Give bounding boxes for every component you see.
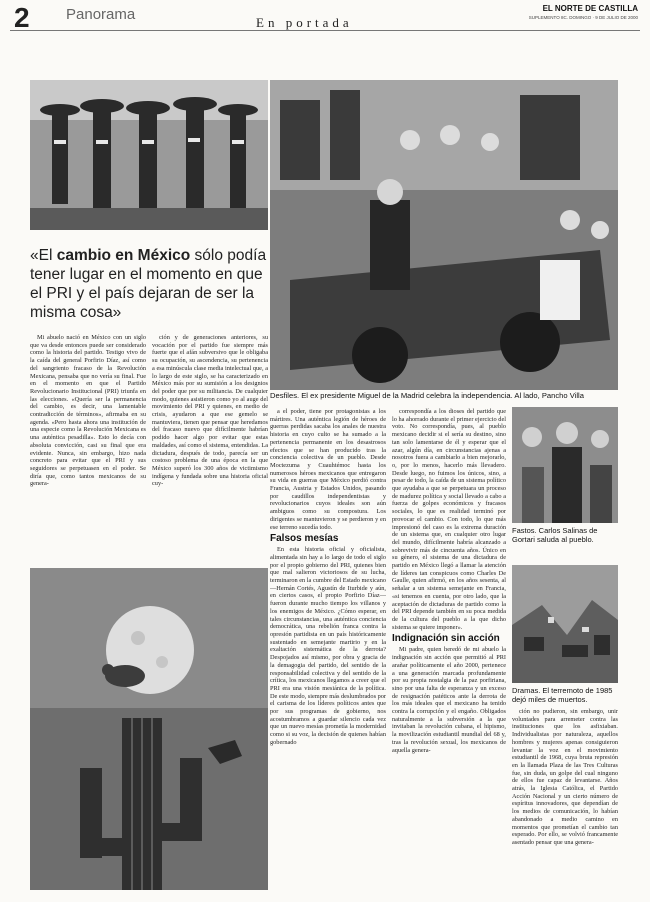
parade-photo [270, 80, 618, 390]
page-header [0, 0, 650, 34]
salinas-caption: Fastos. Carlos Salinas de Gortari saluda al pueblo. [512, 526, 598, 544]
pull-quote [30, 246, 270, 322]
page-number: 2 [14, 2, 30, 33]
column-2-text: ción y de generaciones anteriores, su vocación por el partido fue siempre más fuerte que el afán subversivo que le obligaba su ocupación, su ascendencia, su pertenencia a esa minúscula clase media intelectual que, a lo largo de este siglo, se ha caracterizado en México más por su sumisión a los designios del poder que por su militancia. De cualquier modo, quienes asistieron como yo al auge del movimiento del PRI y quienes, en medio de crisis, ayudaron a que ese gemelo se mantuviera, tienen que pensar que heredamos del fracaso nuevo que difícilmente habrían podido hacer algo por evitar que estas maldades, así como el sistema, entendidas. La dictadura, después de todo, parecía ser un costoso problema de una época en la que México superó los 300 años de victimismo indígena y fundada sobre una historia oficial cuy- [152, 334, 268, 488]
article-column-3 [270, 408, 386, 894]
section-kicker: En portada [256, 15, 353, 30]
pull-quote-rest: sólo podía tener lugar en el momento en que el PRI y el país dejaran de ser la misma cosa» [30, 247, 267, 321]
column-3b-text: En esta historia oficial y oficialista, alimentada sin hay a lo largo de todo el siglo por el propio gobierno del PRI, quienes bien que mal salieron victoriosos de su lucha, terminaron en la cumbre del Estado mexicano —Hernán Cortés, Agustín de Iturbide y aún, en ciertos casos, el propio Porfirio Díaz— fueron durante mucho tiempo los villanos y los enemigos de México. ¿Cómo esperar, en tales circunstancias, una auténtica conciencia democrática, una rebelión franca contra la opresión partidista en un país históricamente sustentado en semejante martirio y en la exaltación sistemática de la derrota? Despojados así mismo, por obra y gracia de la demagogia del partido, del sentido de la responsabilidad colectiva y del sentido de la crítica, los mexicanos llegamos a creer que el PRI era una visión mesiánica de la política. De este modo, siempre más deslumbrados por el carisma de los líderes políticos antes que por sus programas de gobierno, nos acostumbramos a guardar silencio cada vez que un nuevo mesías prometía la modernidad como si su voz, la decisión de quienes habían gobernado [270, 546, 386, 746]
revolutionaries-photo [30, 80, 268, 230]
section-name: Panorama [66, 6, 136, 23]
newspaper-name: EL NORTE DE CASTILLA [542, 4, 638, 13]
subheading-falsos-mesias: Falsos mesías [270, 533, 339, 545]
salinas-photo [512, 407, 618, 523]
article-column-1 [30, 334, 146, 560]
main-photo-caption: Desfiles. El ex presidente Miguel de la Madrid celebra la independencia. Al lado, Pancho Villa [270, 391, 584, 400]
column-3-text: a el poder, tiene por protagonistas a los mártires. Una auténtica legión de héroes de guerras perdidas sacaba los anales de nuestra historia en cuyo culto se ha sumado a la pertenencia permanente en los desastrosos efectos que se han producido tras la conciencia colectiva de un pueblo. Desde Moctezuma y Cuauhtémoc hasta los numerosos héroes mexicanos que entregaron su vida en guerras que México perdió contra Francia, Austria y Estados Unidos, pasando por caudillos independentistas y revolucionarios cuyos ideales son aún ambiguos como su compostura. Los dirigentes se mantuvieron y se perdieron y en ese terreno sucedía todo. [270, 408, 386, 531]
column-1-text: Mi abuelo nació en México con un siglo que va desde entonces puede ser considerado como la historia del partido. Testigo vivo de la caída del general Porfirio Díaz, así como del sangriento fracaso de la Revolución Mexicana, pensaba que no vería su final. Fue en el momento en que el Partido Revolucionario Institucional (PRI) triunfa en las elecciones. «Quería ser la permanencia del cambio, es decir, una lamentable contradicción de términos», afirmaba en su agenda. «Pero hasta ahora una institución de una especie como la Revolución Mexicana es una auténtica pesadilla». Esto lo decía con absoluta convicción, casi su final que era evidente. Nunca, sin embargo, hizo nada concreto para evitar que el PRI y sus seguidores se perpetuasen en el poder. Se diría que, como tantos mexicanos de su genera- [30, 334, 146, 488]
column-5-text: ción no pudieron, sin embargo, unir voluntades para arremeter contra las instituciones que los asfixiaban. Individualistas por naturaleza, aquellos hombres y mujeres apenas consiguieron levantar la voz en el movimiento estudiantil de 1968, cuya bruta represión en la llamada Plaza de las Tres Culturas fue, sin duda, un golpe del cual ninguno de ellos fue capaz de levantarse. Años atrás, la Iglesia Católica, el Partido Acción Nacional y un cierto número de espíritus innovadores, que dependían de los medios de comunicación, lo habían abandonado a medio camino en momentos que prometían el cambio tan esperado. Por ello, se volvió francamente asentado pensar que una genera- [512, 708, 618, 846]
column-4b-text: Mi padre, quien heredó de mi abuelo la indignación sin acción que permitió al PRI arañar políticamente el año 2000, pertenece a una generación marcada profundamente por su propia nostalgia de la paz porfiriana, sino por una falta de esperanza y un exceso de resignación patéticos ante la derrota de los más ideales que el mexicano ha tenido contra la corrupción y el engaño. Obligados naturalmente a la subversión a la que invitaban la revolución cubana, el hipismo, la movilización estudiantil mundial del 68 y, tras la revolución sexual, los mexicanos de aquella genera- [392, 646, 506, 754]
article-column-4 [392, 408, 506, 894]
article-column-2 [152, 334, 268, 560]
article-column-5 [512, 708, 618, 894]
pull-quote-highlight: cambio en México [56, 247, 191, 264]
cactus-photo [30, 568, 268, 890]
earthquake-caption: Dramas. El terremoto de 1985 dejó miles de muertos. [512, 686, 613, 704]
pull-quote-lead: «El [30, 247, 57, 264]
column-4-text: correspondía a los dioses del partido que lo ha ahorrado durante el primer ejercicio del voto. No correspondía, pues, al pueblo mexicano decidir si el sería su destino, sino tan solo lamentarse de él y esperar que el azar, algún día, en circunstancias ajenas a nosotros fuera a cambiarlo a bien mejorarlo, o, por lo menos, hacerlo más llevadero. Desde luego, no fuimos los únicos, sino, a pesar de todo, la caída de un sistema político que ayudaba a que se perpetuara un proceso de madurez política y social llevado a cabo a fuerza de golpes económicos y fracasos sociales, lo que es realidad terminó por provocar el cambio. Con todo, lo que más impresionó del caso es la extrema duración de un sistema que, en cualquier otro lugar del mundo, difícilmente habría alcanzado a sobrevivir más de cincuenta años. Único en su género, el sistema de una dictadura de partido en México llegó a llamar la atención de líderes tan conspicuos como Charles De Gaulle, quien afirmó, en los años sesenta, al señalar a un sistema semejante en Francia, «si tenemos en cuenta, por otro lado, que la aceptación de dictaduras de partido como la del PRI depende también en su poca medida de la cultura del pueblo a la que dicho sistema se quiere imponer». [392, 408, 506, 631]
earthquake-photo [512, 565, 618, 683]
dateline: SUPLEMENTO 8C. DOMINGO · 9 DE JULIO DE 2000 [528, 15, 638, 20]
header-rule [10, 30, 640, 31]
subheading-indignacion: Indignación sin acción [392, 633, 500, 645]
